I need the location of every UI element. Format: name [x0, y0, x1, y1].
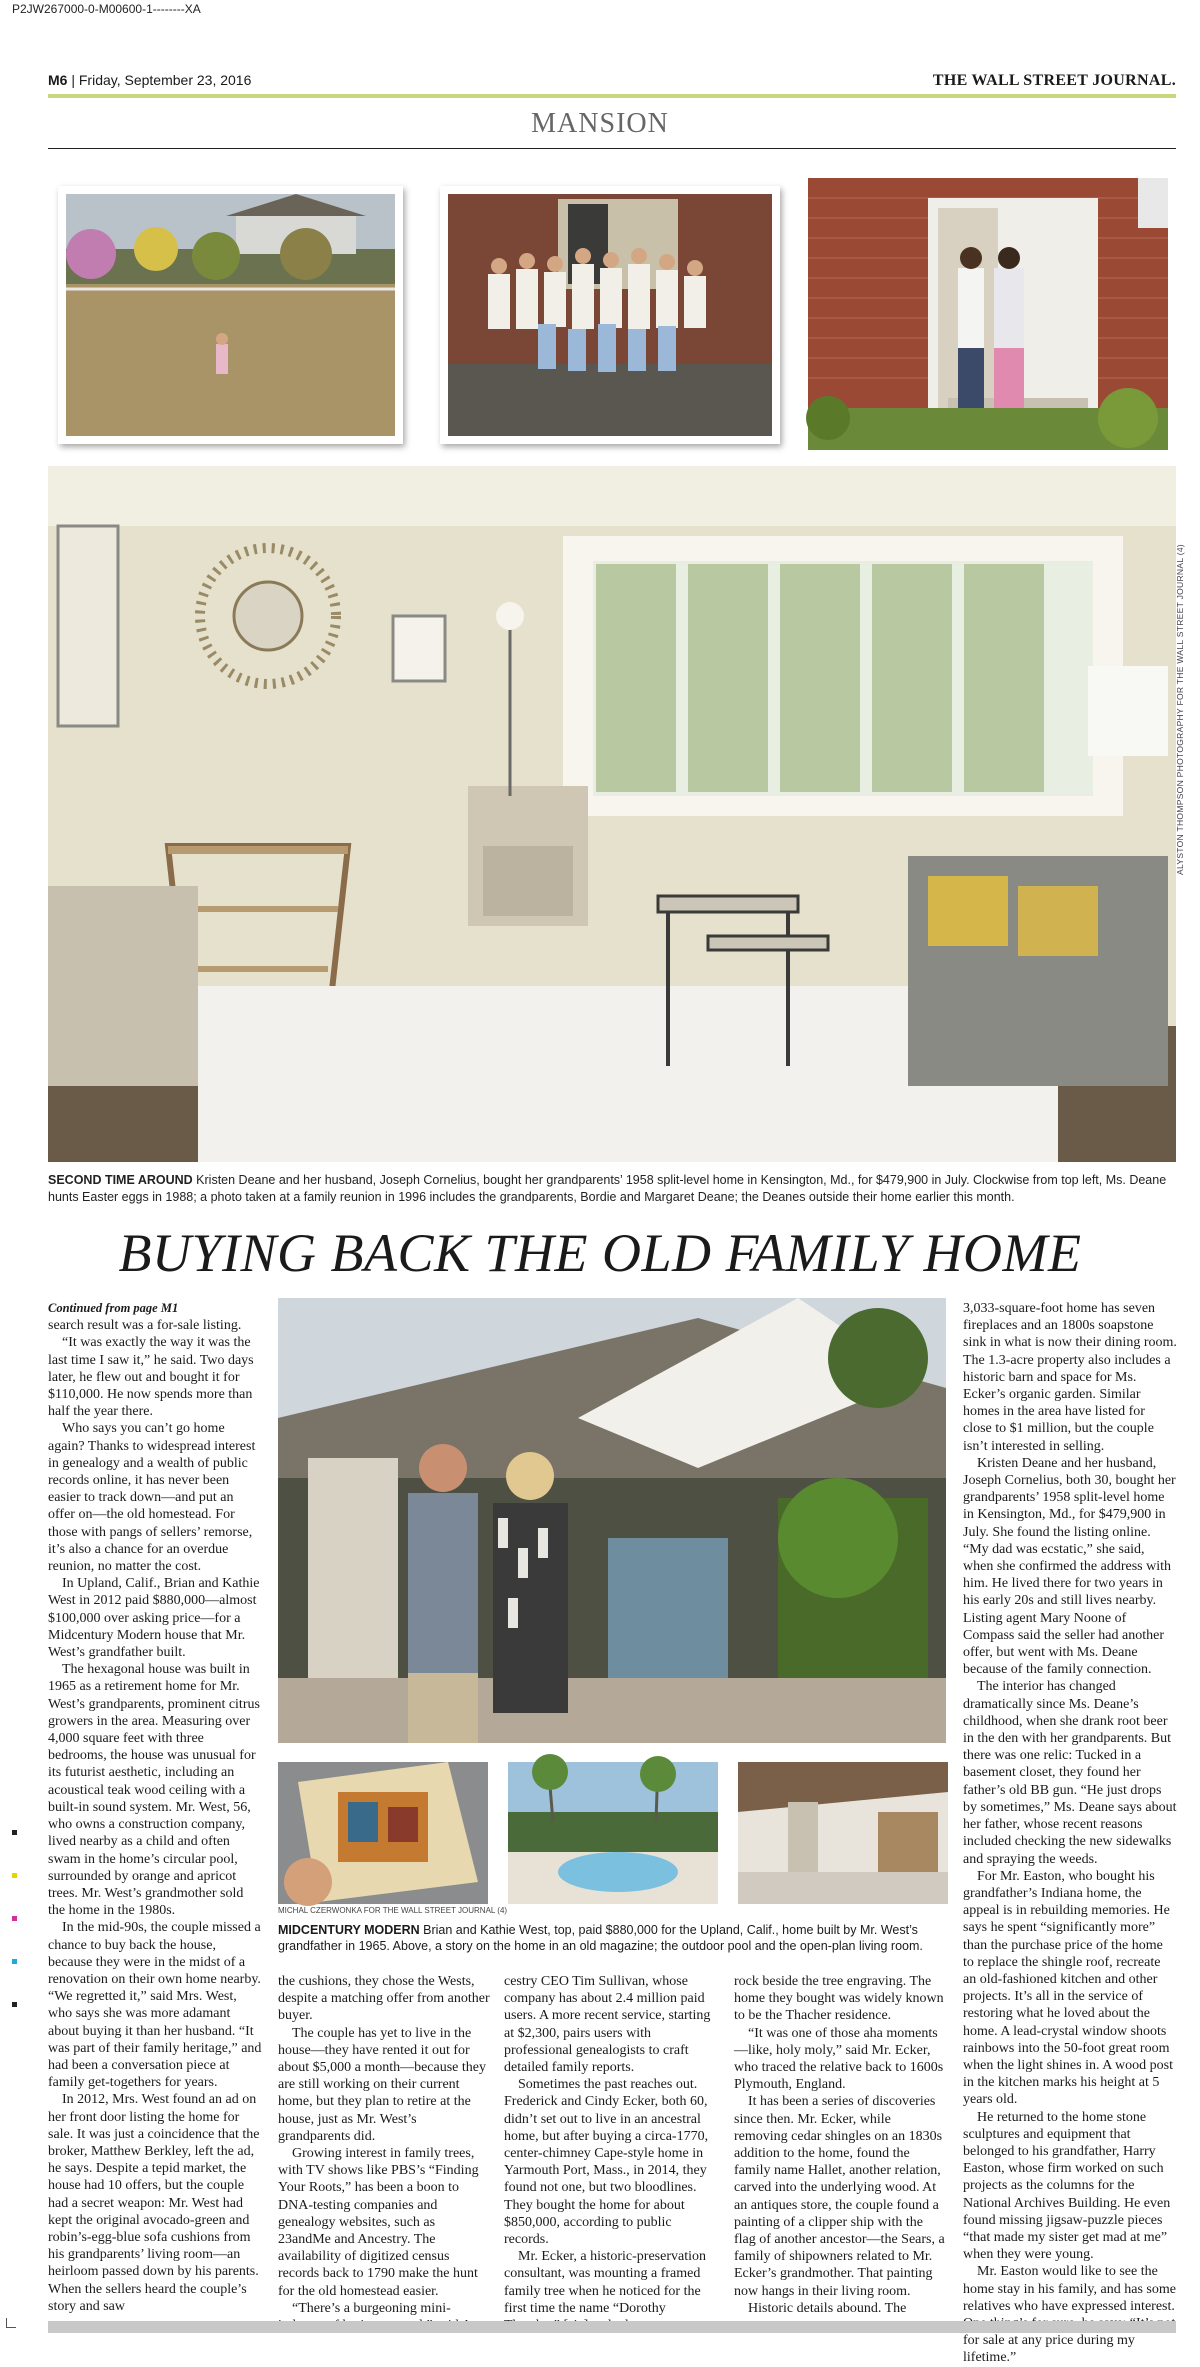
- paragraph: Kristen Deane and her husband, Joseph Cornelius, both 30, bought her grandparents’ 1958 split-level home in Kensington, Md., for $479,900 in July. She found the listing online. “My dad was ecstatic,” she said, when she confirmed the address with him. He lived there for two years in his early 20s and still lives nearby. Listing agent Mary Noone of Compass said the seller had another offer, but went with Ms. Deane because of the family connection.: [963, 1455, 1176, 1678]
- bottom-bar: [48, 2321, 1176, 2333]
- photo-reunion-1996: [440, 186, 780, 444]
- section-name: MANSION: [531, 108, 669, 139]
- photo-easter-1988: [58, 186, 403, 444]
- photo-living-open-plan: [738, 1762, 948, 1904]
- paragraph: He returned to the home stone sculptures and equipment that belonged to his grandfather, Harry Easton, whose firm worked on such projects as the columns for the National Archives Building. He even found missing jigsaw-puzzle pieces “that made my sister get mad at me” when they were young.: [963, 2109, 1171, 2263]
- open-plan-image: [738, 1762, 948, 1904]
- paragraph: “It was one of those aha moments—like, holy moly,” said Mr. Ecker, who traced the relative back to 1600s Plymouth, England.: [734, 2025, 944, 2093]
- photo-living-room: [48, 466, 1176, 1162]
- registration-marks: [12, 1830, 18, 2045]
- paragraph: Sometimes the past reaches out. Frederick and Cindy Ecker, both 60, didn’t set out to live in an ancestral home, but after buying a circa-1770, center-chimney Cape-style home in Yarmouth Port, Mass., in 2014, they found not one, but two bloodlines. They bought the home for about $850,000, according to public records.: [504, 2077, 709, 2248]
- paragraph: “It was exactly the way it was the last time I saw it,” he said. Two days later, he flew out and bought it for $110,000. He now spends more than half the year there.: [48, 1335, 254, 1420]
- reg-mark: [12, 1916, 17, 1921]
- paragraph: the cushions, they chose the Wests, despite a matching offer from another buyer.: [278, 1974, 490, 2024]
- pool-image: [508, 1762, 718, 1904]
- mid-caption-lead: MIDCENTURY MODERN: [278, 1923, 420, 1937]
- paragraph: cestry CEO Tim Sullivan, whose company has about 2.4 million paid users. A more recent service, starting at $2,300, pairs users with professional genealogists to craft detailed family reports.: [504, 1974, 711, 2076]
- article-column-1: [48, 1300, 262, 2315]
- photo-deanes-outside: [808, 178, 1168, 450]
- paragraph: The hexagonal house was built in 1965 as a retirement home for Mr. West’s grandparents, prominent citrus growers in the area. Measuring over 4,000 square feet with three bedrooms, the house was unusual for its futurist aesthetic, including an acoustical teak wood ceiling with a built-in sound system. Mr. West, 56, who owns a construction company, lived nearby as a child and often swam in the home’s circular pool, surrounded by orange and apricot trees. Mr. West’s grandmother sold the home in the 1980s.: [48, 1662, 260, 1919]
- photo-pool: [508, 1762, 718, 1904]
- paragraph: Who says you can’t go home again? Thanks to widespread interest in genealogy and a wealth of public records online, it has never been easier to track down—and put an offer on—the old homestead. For those with pangs of sellers’ remorse, it’s also a chance for an overdue reunion, no matter the cost.: [48, 1421, 256, 1575]
- paragraph: In Upland, Calif., Brian and Kathie West in 2012 paid $880,000—almost $100,000 over asking price—for a Midcentury Modern house that Mr. West’s grandfather built.: [48, 1576, 260, 1661]
- mid-caption: [278, 1922, 948, 1954]
- paragraph: In the mid-90s, the couple missed a chance to buy back the house, because they were in the midst of a renovation on their own home nearby. “We regretted it,” said Mrs. West, who says she was more adamant about buying it than her husband. “It was part of their family heritage,” and had been a conversation piece at family get-togethers for years.: [48, 1920, 262, 2091]
- main-caption-text: Kristen Deane and her husband, Joseph Cornelius, bought her grandparents’ 1958 split-level home in Kensington, Md., for $479,900 in July. Clockwise from top left, Ms. Deane hunts Easter eggs in 1988; a photo taken at a family reunion in 1996 includes the grandparents, Bordie and Margaret Deane; the Deanes outside their home earlier this month.: [48, 1173, 1167, 1204]
- mid-caption-text: Brian and Kathie West, top, paid $880,000 for the Upland, Calif., home built by Mr. West’s grandfather in 1965. Above, a story on the home in an old magazine; the outdoor pool and the open-plan living room.: [278, 1923, 923, 1953]
- reg-mark: [12, 1959, 17, 1964]
- paragraph: 3,033-square-foot home has seven fireplaces and an 1800s soapstone sink in what is now their dining room. The 1.3-acre property also includes a historic barn and space for Ms. Ecker’s organic garden. Similar homes in the area have listed for close to $1 million, but the couple isn’t interested in selling.: [963, 1301, 1177, 1454]
- page-number: M6: [48, 72, 68, 88]
- article-column-5: [963, 1300, 1177, 2367]
- article-headline: BUYING BACK THE OLD FAMILY HOME: [118, 1223, 1082, 1283]
- header-rule: [48, 94, 1176, 98]
- reunion-photo-image: [448, 194, 772, 436]
- living-room-photo-credit: ALYSTON THOMPSON PHOTOGRAPHY FOR THE WALL STREET JOURNAL (4): [1175, 544, 1185, 875]
- print-slug: P2JW267000-0-M00600-1--------XA: [12, 2, 201, 16]
- paragraph: Mr. Ecker, a historic-preservation consultant, was mounting a framed family tree when he noticed for the first time the name “Dorothy: [504, 2249, 706, 2316]
- paragraph: The couple has yet to live in the house—they have rented it out for about $5,000 a month—because they are still working on their current home, but they plan to retire at the house, just as Mr. West’s grandparents did.: [278, 2025, 487, 2144]
- easter-photo-image: [66, 194, 395, 436]
- article-column-4: [734, 1973, 946, 2317]
- paragraph: Historic details abound. The: [748, 2300, 907, 2316]
- paragraph: In 2012, Mrs. West found an ad on her front door listing the home for sale. It was just a coincidence that the broker, Matthew Berkley, left the ad, he says. Despite a tepid market, the house had 10 offers, but the couple had a secret weapon: Mr. West had kept the original avocado-green and robin’s-egg-blue sofa cushions from his grandparents’ living room—an heirloom passed down by his parents. When the sellers heard the couple’s story and saw: [48, 2092, 260, 2314]
- paragraph: It has been a series of discoveries since then. Mr. Ecker, while removing cedar shingles on an 1830s addition to the home, found the family name Hallet, another relation, carved into the underlying wood. At an antiques store, the couple found a painting of a clipper ship with the flag of another ancestor—the Sears, a family of shipowners related to Mr. Ecker’s grandmother. That painting now hangs in their living room.: [734, 2094, 945, 2299]
- living-room-image: [48, 466, 1176, 1162]
- article-column-2: [278, 1973, 490, 2334]
- reg-mark: [12, 1830, 17, 1835]
- photo-wests-house: [278, 1298, 946, 1743]
- reg-mark: [12, 1873, 17, 1878]
- mid-photo-credit: MICHAL CZERWONKA FOR THE WALL STREET JOURNAL (4): [278, 1906, 508, 1915]
- publication-name: THE WALL STREET JOURNAL.: [932, 72, 1176, 89]
- deanes-photo-image: [808, 178, 1168, 450]
- article-column-3: [504, 1973, 716, 2334]
- paragraph: search result was a for-sale listing.: [48, 1318, 242, 1334]
- crop-mark: [6, 2318, 16, 2328]
- section-rule: [48, 148, 1176, 149]
- paragraph: For Mr. Easton, who bought his grandfather’s Indiana home, the appeal is in rebuilding memories. He says he spent “significantly more” than the purchase price of the home to replace the shingle roof, recreate an old-fashioned kitchen and other projects. It’s all in the service of restoring what he loved about the home. A lead-crystal window shoots rainbows into the 50-foot great room when the light shines in. A wood post in the kitchen marks his height at 5 years old.: [963, 1868, 1173, 2108]
- wests-house-image: [278, 1298, 946, 1743]
- paragraph: “There’s a burgeoning mini-: [292, 2300, 451, 2316]
- paragraph: rock beside the tree engraving. The home they bought was widely known to be the Thacher residence.: [734, 1974, 944, 2024]
- page-date: | Friday, September 23, 2016: [71, 72, 252, 88]
- reg-mark: [12, 2002, 17, 2007]
- photo-magazine: [278, 1762, 488, 1904]
- paragraph: The interior has changed dramatically since Ms. Deane’s childhood, when she drank root beer in the den with her grandparents. But there was one relic: Tucked in a basement closet, they found her father’s old BB gun. “He just drops by sometimes,” Ms. Deane says about her father, whose recent reasons included checking the new sidewalks and spraying the weeds.: [963, 1679, 1177, 1867]
- page-folio: [48, 72, 251, 88]
- paragraph: Growing interest in family trees, with TV shows like PBS’s “Finding Your Roots,” has been a boon to DNA-testing companies and genealogy websites, such as 23andMe and Ancestry. The availability of digitized census records back to 1790 make the hunt for the old homestead easier.: [278, 2146, 479, 2299]
- main-caption: [48, 1172, 1168, 1206]
- magazine-image: [278, 1762, 488, 1904]
- paragraph: Mr. Easton would like to see the home stay in his family, and has some relatives who have expressed interest. for sale at any price during my lifetime.”: [963, 2264, 1176, 2366]
- main-caption-lead: SECOND TIME AROUND: [48, 1173, 193, 1187]
- continued-from: Continued from page M1: [48, 1301, 179, 1315]
